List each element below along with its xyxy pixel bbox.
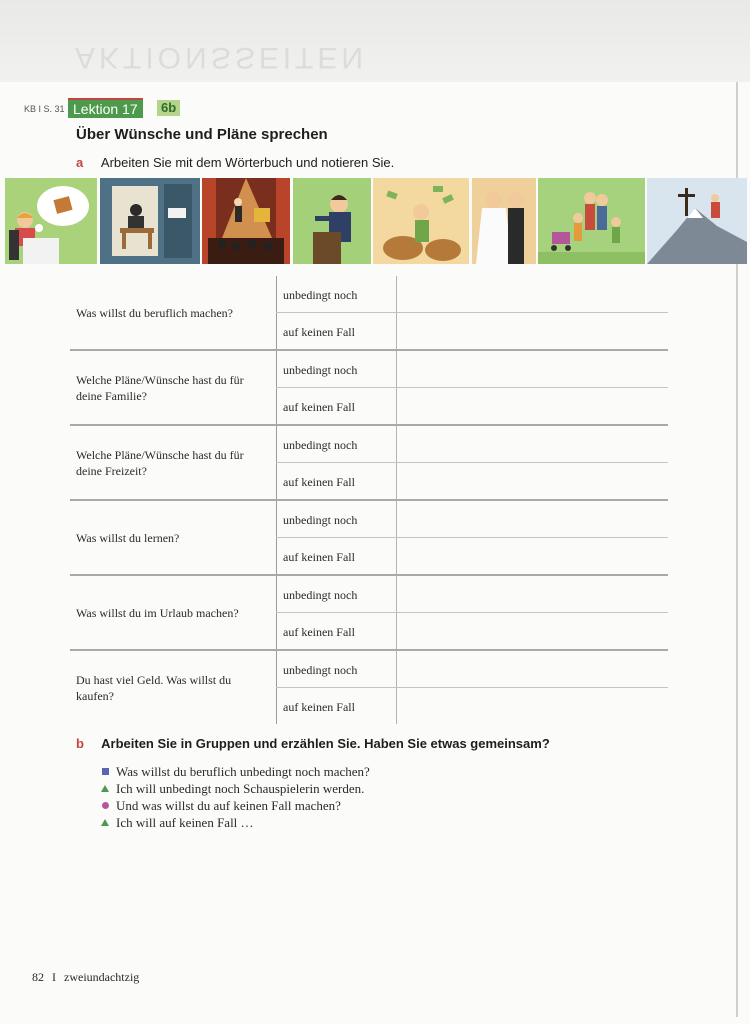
illustration-money [373,178,469,264]
illustration-office [100,178,200,264]
page-number: 82 [32,970,44,984]
question-text: Was willst du lernen? [76,530,180,545]
task-b [76,736,550,751]
option-yes-label: unbedingt noch [283,363,358,377]
task-b-letter: b [76,736,84,751]
family-icon [538,178,645,264]
task-a-text: Arbeiten Sie mit dem Wörterbuch und notieren Sie. [100,155,395,170]
dialog-text: Was willst du beruflich unbedingt noch machen? [116,764,370,779]
dialog-text: Ich will unbedingt noch Schauspielerin werden. [116,781,365,796]
question-text: Du hast viel Geld. Was willst du kaufen? [76,672,232,703]
illustration-mountain [647,178,747,264]
triangle-bullet-icon [96,785,114,792]
page-word: zweiundachtzig [64,970,140,984]
page-footer [32,970,139,985]
table-row [70,501,668,576]
square-bullet-icon [96,768,114,775]
example-dialog [96,763,370,831]
illustration-family [538,178,645,264]
money-icon [373,178,469,264]
politician-icon [293,178,371,264]
option-yes-label: unbedingt noch [283,438,358,452]
option-yes-label: unbedingt noch [283,588,358,602]
circle-bullet-icon [96,802,114,809]
dialog-text: Ich will auf keinen Fall … [116,815,254,830]
table-row [70,276,668,351]
option-no-label: auf keinen Fall [283,400,355,414]
option-no-label: auf keinen Fall [283,625,355,639]
table-row [70,651,668,724]
option-no-label: auf keinen Fall [283,550,355,564]
illustration-woman-dreaming [5,178,97,264]
woman-dreaming-icon [5,178,97,264]
stage-icon [202,178,290,264]
mountain-icon [647,178,747,264]
option-yes-label: unbedingt noch [283,513,358,527]
illustration-wedding [472,178,536,264]
table-row [70,351,668,426]
kb-reference: KB I S. 31 [24,104,65,114]
task-b-text: Arbeiten Sie in Gruppen und erzählen Sie. Haben Sie etwas gemeinsam? [101,736,550,751]
dialog-text: Und was willst du auf keinen Fall machen? [116,798,341,813]
dialog-line [96,780,370,797]
ghost-title: AKTIONSSEITEN [75,41,368,74]
section-code-badge: 6b [157,100,180,116]
wedding-icon [472,178,536,264]
illustration-strip [5,178,747,264]
question-text: Welche Pläne/Wünsche hast du für deine Freizeit? [76,447,244,478]
table-row [70,576,668,651]
triangle-bullet-icon [96,819,114,826]
illustration-politician [293,178,371,264]
question-text: Was willst du im Urlaub machen? [76,605,239,620]
illustration-stage [202,178,290,264]
office-icon [100,178,200,264]
task-a [76,155,394,170]
option-no-label: auf keinen Fall [283,475,355,489]
footer-separator: I [52,970,56,984]
dialog-line [96,797,370,814]
option-no-label: auf keinen Fall [283,325,355,339]
page-title: Über Wünsche und Pläne sprechen [76,126,328,143]
task-a-letter: a [76,155,84,170]
option-no-label: auf keinen Fall [283,700,355,714]
option-yes-label: unbedingt noch [283,288,358,302]
table-row [70,426,668,501]
question-table [70,276,668,724]
question-text: Welche Pläne/Wünsche hast du für deine Familie? [76,372,244,403]
lektion-badge: Lektion 17 [68,98,143,118]
question-text: Was willst du beruflich machen? [76,305,233,320]
dialog-line [96,763,370,780]
top-band [0,0,750,82]
dialog-line [96,814,370,831]
option-yes-label: unbedingt noch [283,663,358,677]
